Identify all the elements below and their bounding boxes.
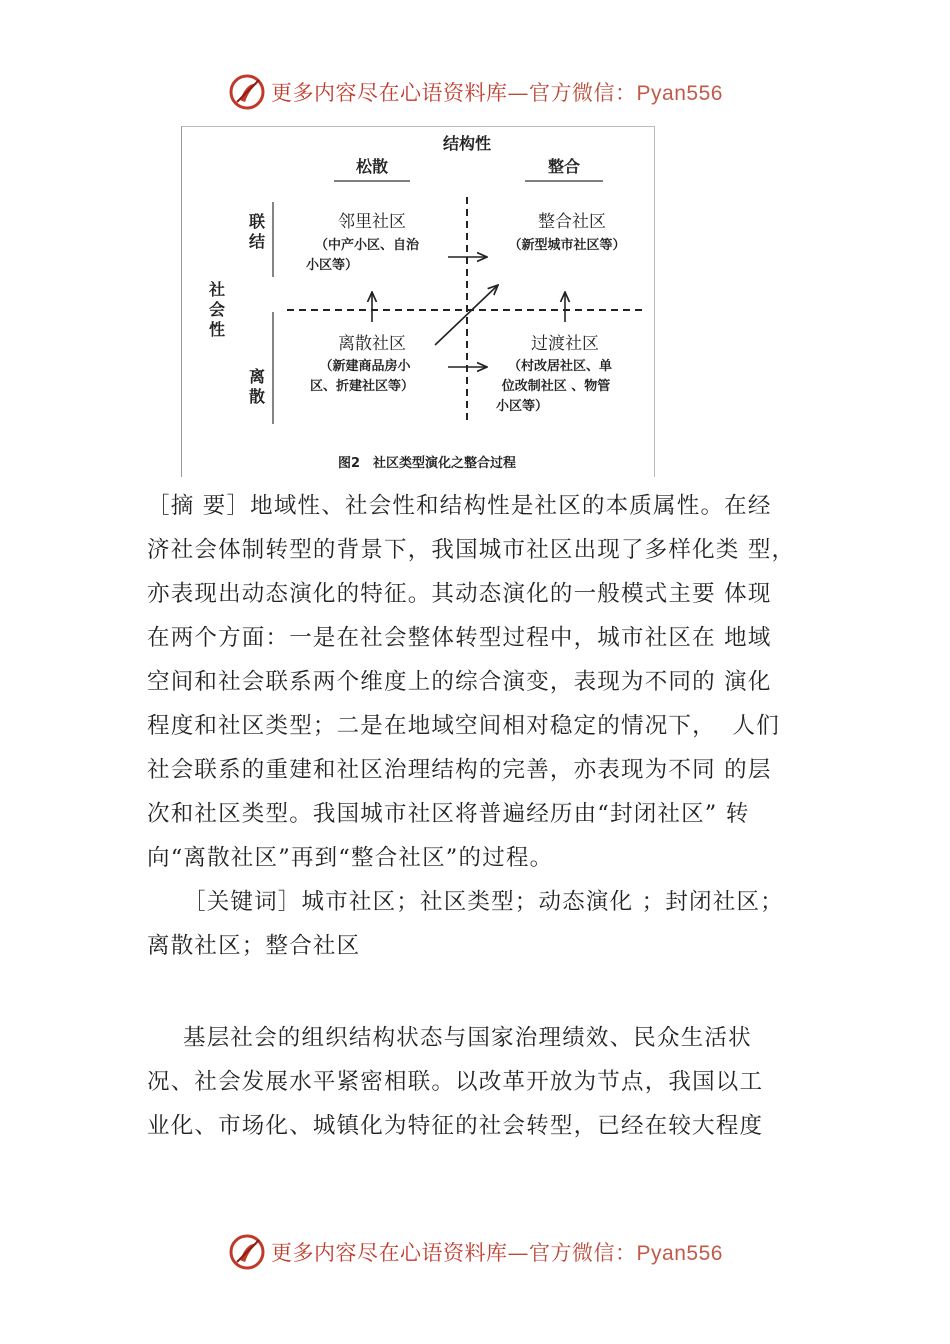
text-line: 况、社会发展水平紧密相联。以改革开放为节点，我国以工 (147, 1069, 764, 1095)
q-bl-desc2: 区、折建社区等） (309, 379, 415, 394)
watermark-text: 更多内容尽在心语资料库—官方微信：Pyan556 (271, 1241, 723, 1265)
text-line: 基层社会的组织结构状态与国家治理绩效、民众生活状 (183, 1025, 752, 1051)
q-tl-desc2: 小区等） (305, 258, 359, 273)
text-line: 济社会体制转型的背景下，我国城市社区出现了多样化类 型， (147, 537, 796, 563)
text-line: ［关键词］城市社区；社区类型；动态演化 ；封闭社区； (183, 889, 784, 915)
watermark-logo-icon (227, 1232, 267, 1272)
text-line: 在两个方面：一是在社会整体转型过程中，城市社区在 地域 (147, 625, 772, 651)
col-left-label: 松散 (355, 157, 389, 176)
body-paragraph (147, 1016, 847, 1148)
watermark-logo-icon (227, 72, 267, 112)
top-label: 结构性 (442, 134, 492, 153)
text-line: 次和社区类型。我国城市社区将普遍经历由“封闭社区” 转 (147, 801, 750, 827)
q-tl-desc1: （中产小区、自治 (314, 238, 420, 253)
watermark-text: 更多内容尽在心语资料库—官方微信：Pyan556 (271, 81, 723, 105)
text-line: 亦表现出动态演化的特征。其动态演化的一般模式主要 体现 (147, 581, 772, 607)
figure-community-evolution (181, 126, 655, 477)
text-line: 向“离散社区”再到“整合社区”的过程。 (147, 845, 554, 871)
keywords-paragraph (147, 880, 847, 968)
q-tl-title: 邻里社区 (338, 212, 406, 232)
text-line: 空间和社会联系两个维度上的综合演变，表现为不同的 演化 (147, 669, 772, 695)
text-line: 业化、市场化、城镇化为特征的社会转型，已经在较大程度 (147, 1113, 764, 1139)
watermark-bottom (0, 1232, 950, 1272)
q-br-desc1: （村改居社区、单 (507, 359, 613, 374)
row-axis-label: 社会性 (208, 280, 226, 339)
q-bl-title: 离散社区 (338, 334, 406, 354)
q-bl-desc1: （新建商品房小 (319, 359, 411, 374)
watermark-top (0, 72, 950, 112)
row-bottom-label: 离散 (248, 367, 266, 406)
row-top-label: 联结 (248, 212, 266, 251)
figure-caption: 图2 社区类型演化之整合过程 (337, 456, 517, 471)
q-br-desc3: 小区等） (495, 399, 549, 414)
text-line: 社会联系的重建和社区治理结构的完善，亦表现为不同 的层 (147, 757, 772, 783)
q-br-title: 过渡社区 (531, 334, 599, 354)
abstract-paragraph (147, 484, 847, 880)
q-br-desc2: 位改制社区 、物管 (501, 379, 611, 394)
col-right-label: 整合 (547, 157, 581, 176)
q-tr-title: 整合社区 (538, 212, 606, 232)
text-line: 离散社区；整合社区 (147, 933, 361, 959)
text-line: ［摘 要］地域性、社会性和结构性是社区的本质属性。在经 (147, 493, 772, 519)
text-line: 程度和社区类型；二是在地域空间相对稳定的情况下， 人们 (147, 713, 780, 739)
q-tr-desc1: （新型城市社区等） (508, 238, 626, 253)
diagram (182, 127, 654, 477)
